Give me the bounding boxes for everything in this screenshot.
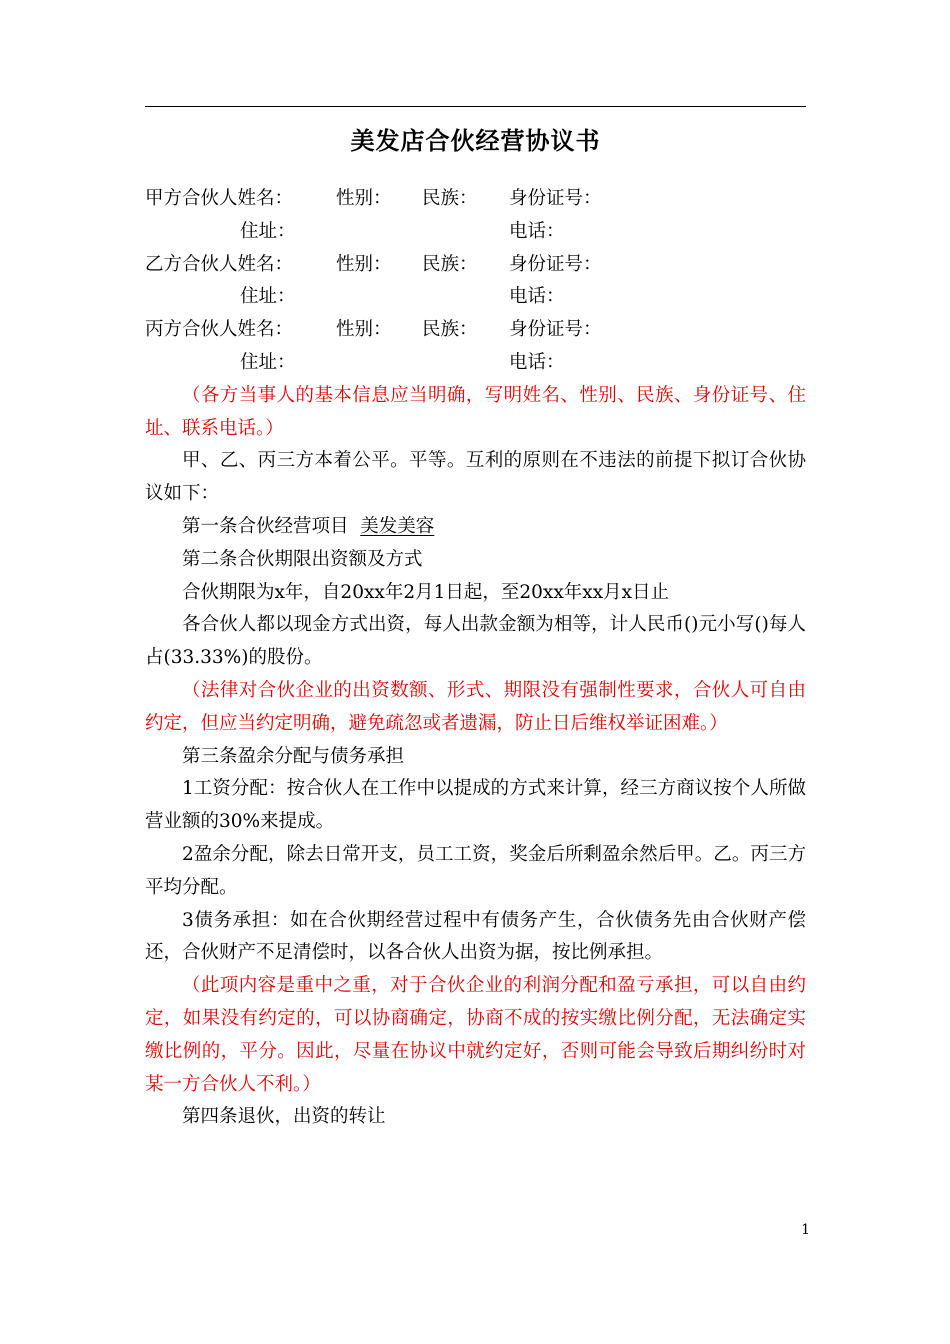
party-a-gender-label: 性别：	[336, 188, 392, 209]
page-number: 1	[801, 1222, 810, 1238]
party-b-name-label: 乙方合伙人姓名：	[145, 253, 294, 275]
party-c-row	[145, 314, 806, 347]
article-1-project: 美发美容	[360, 515, 435, 537]
article-2-title: 第二条合伙期限出资额及方式	[182, 548, 423, 570]
article-3-item-2: 2盈余分配，除去日常开支，员工工资，奖金后所剩盈余然后甲。乙。丙三方平均分配。	[145, 843, 806, 898]
article-3-title: 第三条盈余分配与债务承担	[182, 745, 405, 767]
article-2-term: 合伙期限为x年，自20xx年2月1日起，至20xx年xx月x日止	[182, 581, 670, 603]
party-a-contact-row	[145, 216, 806, 249]
intro-paragraph: 甲、乙、丙三方本着公平。平等。互利的原则在不违法的前提下拟订合伙协议如下：	[145, 450, 806, 505]
party-a-ethnicity-label: 民族：	[422, 188, 478, 209]
party-b-row	[145, 249, 806, 282]
article-3-item-1: 1工资分配：按合伙人在工作中以提成的方式来计算，经三方商议按个人所做营业额的30%来提成。	[145, 778, 806, 833]
party-b-address-label: 住址：	[240, 286, 296, 308]
party-a-id-label: 身份证号：	[509, 188, 602, 209]
note-profit: （此项内容是重中之重，对于合伙企业的利润分配和盈亏承担，可以自由约定，如果没有约定的，可以协商确定，协商不成的按实缴比例分配，无法确定实缴比例的，平分。因此，尽量在协议中就约定好，否则可能会导致后期纠纷时对某一方合伙人不利。）	[145, 975, 806, 1095]
party-a-row	[145, 183, 806, 216]
party-c-name-label: 丙方合伙人姓名：	[145, 319, 294, 341]
party-c-address-label: 住址：	[240, 351, 296, 373]
party-b-contact-row	[145, 281, 806, 314]
party-c-ethnicity-label: 民族：	[422, 319, 478, 341]
article-3-item-3: 3债务承担：如在合伙期经营过程中有债务产生，合伙债务先由合伙财产偿还，合伙财产不足清偿时，以各合伙人出资为据，按比例承担。	[145, 909, 806, 964]
party-c-gender-label: 性别：	[336, 319, 392, 341]
party-b-ethnicity-label: 民族：	[422, 253, 478, 275]
party-a-name-label: 甲方合伙人姓名：	[145, 188, 294, 209]
party-a-phone-label: 电话：	[509, 220, 565, 242]
party-b-gender-label: 性别：	[336, 253, 392, 275]
document-body	[145, 183, 806, 1134]
party-c-id-label: 身份证号：	[509, 319, 602, 341]
party-b-id-label: 身份证号：	[509, 253, 602, 275]
article-2-capital: 各合伙人都以现金方式出资，每人出款金额为相等，计人民币()元小写()每人占(33.33%)的股份。	[145, 614, 806, 669]
article-1-prefix: 第一条合伙经营项目	[182, 515, 349, 537]
party-b-phone-label: 电话：	[509, 286, 565, 308]
header-rule	[145, 106, 806, 107]
party-a-address-label: 住址：	[240, 220, 296, 242]
note-capital: （法律对合伙企业的出资数额、形式、期限没有强制性要求，合伙人可自由约定，但应当约定明确，避免疏忽或者遗漏，防止日后维权举证困难。）	[145, 679, 806, 734]
article-4-title: 第四条退伙，出资的转让	[182, 1106, 386, 1128]
note-parties: （各方当事人的基本信息应当明确，写明姓名、性别、民族、身份证号、住址、联系电话。）	[145, 384, 806, 439]
article-1	[145, 511, 806, 544]
party-c-phone-label: 电话：	[509, 351, 565, 373]
document-title: 美发店合伙经营协议书	[350, 126, 601, 155]
party-c-contact-row	[145, 347, 806, 380]
